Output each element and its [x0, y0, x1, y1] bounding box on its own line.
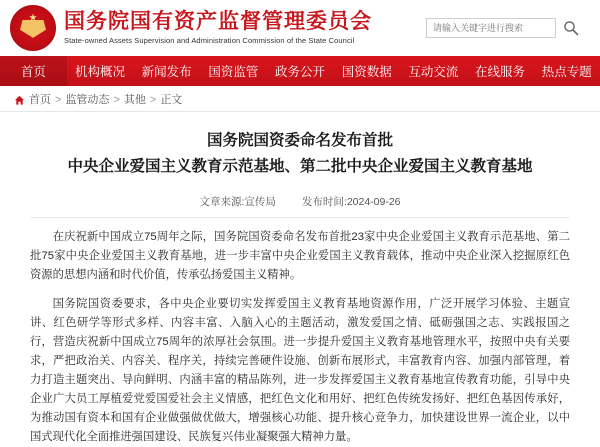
breadcrumb-item-other[interactable]: 其他: [123, 93, 146, 106]
article: [0, 112, 600, 447]
article-date: [302, 194, 401, 209]
article-date-label: 发布时间:: [301, 196, 347, 208]
site-title: 国务院国有资产监督管理委员会: [64, 10, 372, 33]
nav-item-home[interactable]: 首页: [0, 56, 67, 86]
site-title-block: [64, 9, 372, 47]
breadcrumb-separator-2: >: [113, 93, 120, 106]
site-header: [0, 0, 600, 56]
nav-item-data[interactable]: 国资数据: [341, 65, 392, 79]
nav-item-organization[interactable]: 机构概况: [75, 65, 126, 79]
home-icon: [14, 93, 25, 104]
article-paragraph: 在庆祝新中国成立75周年之际，国务院国资委命名发布首批23家中央企业爱国主义教育示范基地、第二批75家中央企业爱国主义教育基地，进一步丰富中央企业爱国主义教育载体，推动中央企业深入挖掘原红色资源的思想内涵和时代价值，传承弘扬爱国主义精神。: [30, 231, 570, 281]
breadcrumb-separator-3: >: [149, 93, 157, 106]
search-area: [426, 17, 586, 39]
breadcrumb: [0, 86, 600, 112]
article-meta: [30, 194, 570, 218]
nav-item-supervision[interactable]: 国资监管: [208, 65, 259, 79]
search-input[interactable]: [431, 22, 551, 34]
nav-item-government-affairs[interactable]: 政务公开: [275, 65, 326, 79]
article-source: [199, 194, 275, 209]
breadcrumb-trail: [29, 91, 182, 107]
article-source-value: 宣传局: [244, 196, 276, 208]
nav-item-interaction[interactable]: 互动交流: [408, 65, 459, 79]
nav-item-online-services[interactable]: 在线服务: [475, 65, 526, 79]
site-subtitle: State-owned Assets Supervision and Administration Commission of the State Council: [64, 36, 355, 45]
breadcrumb-item-home[interactable]: 首页: [29, 93, 51, 106]
breadcrumb-separator-1: >: [55, 93, 62, 106]
article-title-line-2: 中央企业爱国主义教育示范基地、第二批中央企业爱国主义教育基地: [67, 158, 533, 175]
breadcrumb-item-current: 正文: [160, 93, 183, 106]
main-nav: [0, 56, 600, 86]
article-paragraph: 国务院国资委要求，各中央企业要切实发挥爱国主义教育基地资源作用，广泛开展学习体验、主题宣讲、红色研学等形式多样、内容丰富、入脑入心的主题活动，激发爱国之情、砥砺强国之志、实践报国之行，营造庆祝新中国成立75周年的浓厚社会氛围。进一步提升爱国主义教育基地管理水平，按照中央有关要求，严把政治关、内容关、程序关，持续完善硬件设施、创新布展形式，丰富教育内容、加强内部管理，着力打造主题突出、导向鲜明、内涵丰富的精品陈列，进一步发挥爱国主义教育基地宣传教育功能，引导中央企业广大员工厚植爱党爱国爱社会主义情感，把红色文化和用好、把红色传统发扬好、把红色基因传承好，为推动国有资本和国有企业做强做优做大，增强核心功能、提升核心竞争力，加快建设世界一流企业，以中国式现代化全面推进强国建设、民族复兴伟业凝聚强大精神力量。: [30, 298, 570, 443]
article-title-line-1: 国务院国资委命名发布首批: [206, 132, 393, 149]
nav-item-news[interactable]: 新闻发布: [141, 65, 192, 79]
article-date-value: 2024-09-26: [346, 196, 401, 208]
nav-item-topics[interactable]: 热点专题: [541, 65, 592, 79]
breadcrumb-item-supervision-news[interactable]: 监管动态: [65, 93, 110, 106]
article-body: [30, 228, 570, 447]
national-emblem-icon: [10, 5, 56, 51]
article-source-label: 文章来源:: [199, 196, 245, 208]
search-box[interactable]: [426, 18, 556, 38]
search-icon[interactable]: [556, 17, 586, 39]
